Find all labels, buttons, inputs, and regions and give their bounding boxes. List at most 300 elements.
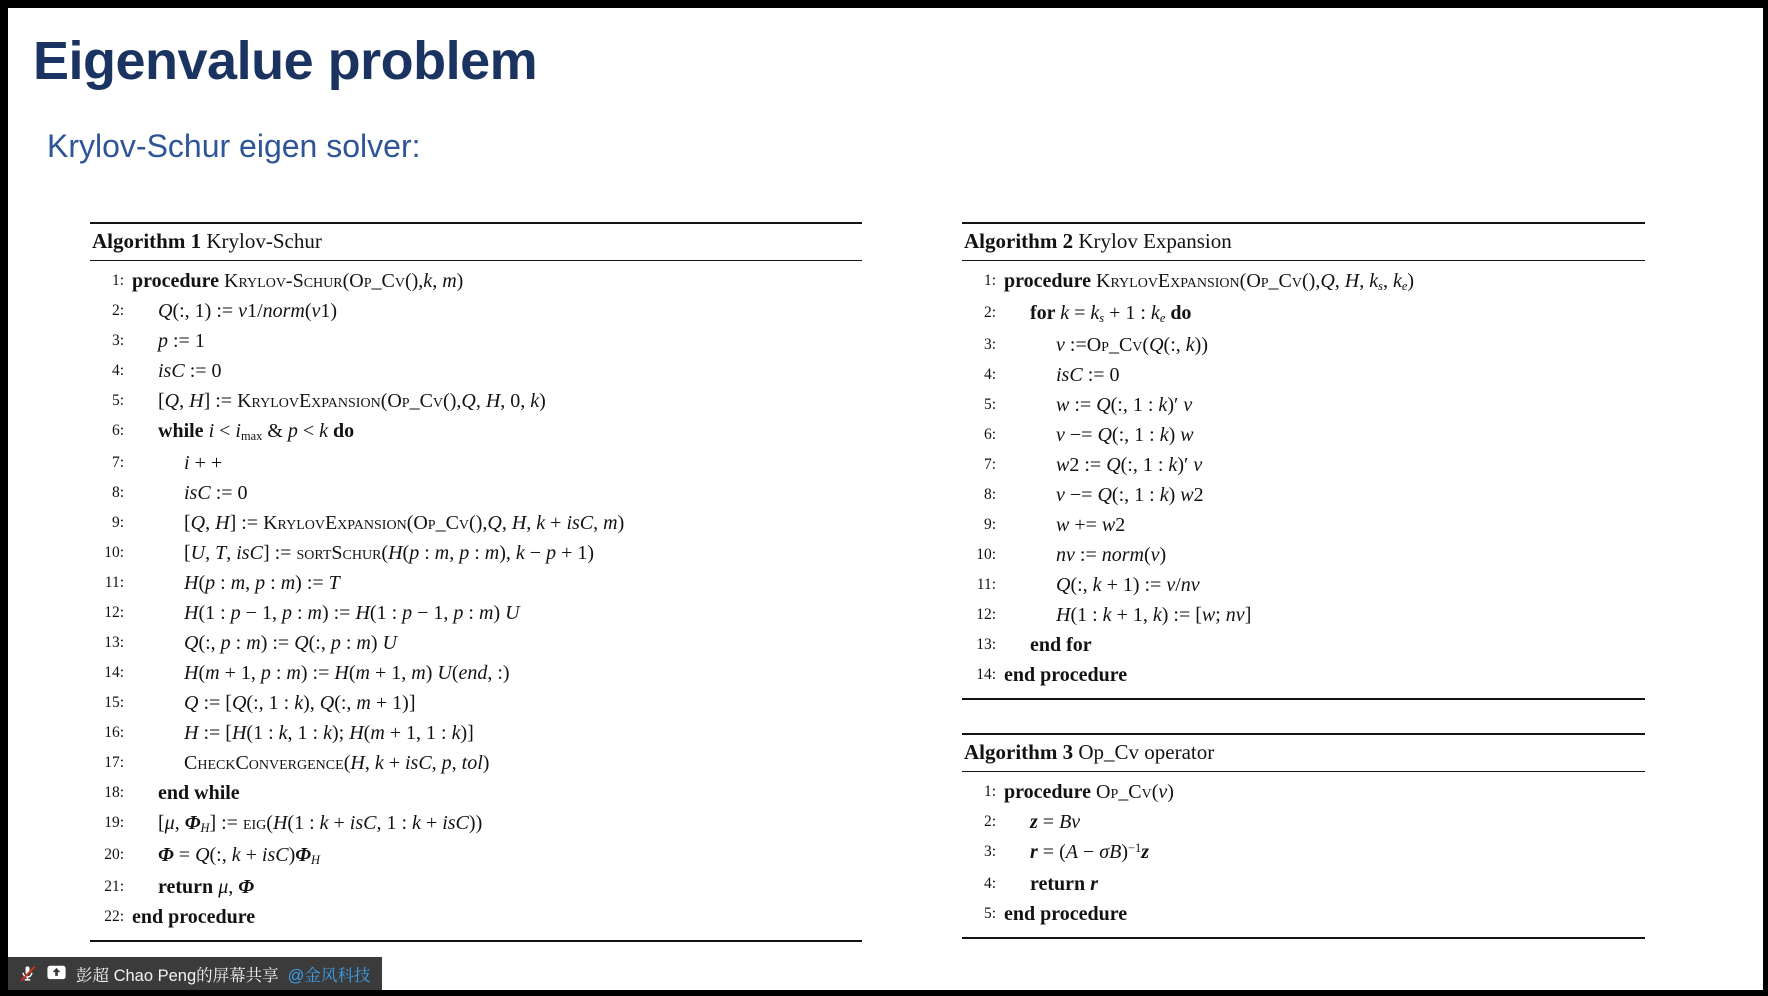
code-segment: )′ — [1167, 394, 1184, 416]
code-segment: 1/ — [247, 300, 263, 322]
algorithm-line — [90, 538, 862, 568]
algorithm-line — [90, 508, 862, 538]
algorithm-box — [90, 222, 862, 942]
code-segment: H — [388, 542, 403, 564]
line-number: 6: — [983, 426, 996, 443]
code-segment: + — [383, 752, 405, 774]
code-segment: −1 — [1128, 840, 1142, 855]
code-segment: T — [328, 572, 340, 594]
code-segment: Q — [190, 512, 206, 534]
code-segment: = ( — [1037, 841, 1066, 863]
code-line-content — [130, 778, 240, 808]
algorithm-line — [962, 837, 1645, 869]
code-segment: e — [1401, 279, 1408, 294]
code-segment: sortSchur — [296, 542, 382, 564]
code-segment: := — [1069, 394, 1097, 416]
code-segment: (1 : — [198, 602, 231, 624]
code-segment: k — [1168, 454, 1178, 476]
line-number: 1: — [983, 783, 996, 800]
code-segment: p — [546, 542, 557, 564]
code-segment: H — [1344, 270, 1360, 292]
code-segment: H — [355, 602, 370, 624]
code-segment: Op_Cv — [349, 270, 405, 292]
line-number: 4: — [111, 362, 124, 379]
line-number: 12: — [976, 606, 996, 623]
code-segment: end procedure — [1004, 664, 1128, 686]
code-segment: k — [536, 512, 546, 534]
code-segment: U — [505, 602, 520, 624]
code-segment: ) — [1168, 484, 1181, 506]
code-segment: , — [179, 390, 190, 412]
code-segment: p — [220, 632, 231, 654]
code-segment: 2 — [1115, 514, 1126, 536]
code-segment: ] := — [209, 812, 243, 834]
code-segment: H — [215, 512, 230, 534]
code-segment: return — [1030, 873, 1091, 895]
code-segment: , — [593, 512, 604, 534]
code-segment: , — [245, 572, 256, 594]
code-line-content — [1002, 807, 1080, 837]
algorithm-line — [962, 510, 1645, 540]
code-segment: Φ — [295, 844, 312, 866]
code-segment: r — [1090, 873, 1098, 895]
code-line-content — [1002, 899, 1127, 929]
line-number: 3: — [983, 843, 996, 860]
algorithm-line — [90, 356, 862, 386]
code-segment: Q — [294, 632, 309, 654]
code-segment: : — [469, 542, 485, 564]
code-segment: m — [280, 572, 296, 594]
code-segment: isC — [349, 812, 377, 834]
code-segment: , — [431, 752, 442, 774]
algorithm-column-left — [90, 222, 862, 942]
code-segment: Φ — [238, 876, 255, 898]
code-line-content — [1002, 330, 1208, 360]
line-number: 2: — [983, 813, 996, 830]
page-subtitle: Krylov-Schur eigen solver: — [47, 128, 421, 164]
code-segment: )) — [1194, 334, 1208, 356]
code-segment: isC — [158, 360, 185, 382]
line-number: 11: — [104, 574, 124, 591]
code-segment: := 1 — [168, 330, 205, 352]
code-segment: , — [174, 812, 185, 834]
algorithm-line — [962, 899, 1645, 929]
code-segment: ( — [380, 390, 388, 412]
code-segment: k — [423, 270, 433, 292]
code-segment: k — [412, 812, 421, 834]
code-segment: k — [1159, 424, 1169, 446]
code-segment: k — [278, 722, 288, 744]
code-segment: norm — [262, 300, 305, 322]
code-segment: p — [402, 602, 413, 624]
line-number: 1: — [111, 272, 124, 289]
algorithm-caption: Op_Cv operator — [1073, 740, 1215, 764]
code-segment: ), — [499, 542, 516, 564]
code-segment: Q — [319, 692, 335, 714]
code-segment: p — [260, 662, 271, 684]
line-number: 21: — [104, 878, 124, 895]
algorithm-line — [90, 326, 862, 356]
code-segment: & — [262, 420, 288, 442]
code-segment: := 0 — [184, 360, 222, 382]
algorithm-line — [90, 872, 862, 902]
code-segment: w — [1101, 514, 1116, 536]
code-segment: p — [230, 602, 241, 624]
code-segment: := — [1074, 544, 1102, 566]
code-segment: )) — [468, 812, 483, 834]
code-segment: (:, — [209, 844, 232, 866]
code-segment: v — [238, 300, 248, 322]
code-segment: i — [184, 452, 190, 474]
code-segment: ) — [288, 844, 296, 866]
code-segment: ), — [303, 692, 320, 714]
code-segment: isC — [404, 752, 432, 774]
code-segment: ( — [406, 512, 414, 534]
code-segment: k — [294, 692, 304, 714]
code-segment: p — [441, 752, 452, 774]
code-segment: Q — [1106, 454, 1121, 476]
algorithm-body — [962, 772, 1645, 939]
code-segment: do — [333, 420, 355, 442]
code-segment: Q — [1096, 394, 1111, 416]
line-number: 10: — [976, 546, 996, 563]
code-line-content — [130, 568, 340, 598]
code-segment: + 1 : — [1104, 302, 1151, 324]
code-segment: m — [246, 632, 261, 654]
code-segment: i — [235, 420, 241, 442]
code-segment: r — [1030, 841, 1038, 863]
code-segment: := 0 — [210, 482, 248, 504]
code-segment: p — [205, 572, 216, 594]
code-segment: (), — [1302, 270, 1321, 292]
line-number: 3: — [111, 332, 124, 349]
code-segment: k — [319, 812, 329, 834]
line-number: 18: — [104, 784, 124, 801]
code-segment: (:, 1 : — [246, 692, 295, 714]
code-line-content — [130, 598, 520, 628]
code-segment: v — [1158, 781, 1168, 803]
code-line-content — [130, 326, 205, 356]
code-segment: , — [364, 752, 375, 774]
code-segment: : — [340, 632, 357, 654]
code-segment: v — [1056, 484, 1065, 506]
algorithm-line — [90, 778, 862, 808]
code-segment: σB — [1099, 841, 1122, 863]
code-segment: for — [1030, 302, 1061, 324]
code-segment: , 1 : — [376, 812, 413, 834]
line-number: 4: — [983, 366, 996, 383]
code-segment: v — [1056, 334, 1065, 356]
code-segment: ) — [1168, 424, 1181, 446]
code-segment: k — [1092, 574, 1102, 596]
code-segment: Q — [1149, 334, 1164, 356]
code-segment: KrylovExpansion — [1096, 270, 1240, 292]
screen-share-icon — [46, 964, 67, 983]
code-segment: H — [350, 752, 365, 774]
code-segment: + 1, — [369, 662, 412, 684]
code-segment: , — [228, 876, 239, 898]
code-segment: : — [291, 602, 308, 624]
code-segment: Op_Cv — [1096, 781, 1152, 803]
code-segment: p — [287, 420, 298, 442]
code-segment: nv — [1056, 544, 1075, 566]
code-segment: k — [1152, 604, 1162, 626]
line-number: 11: — [976, 576, 996, 593]
code-segment: (1 : — [246, 722, 279, 744]
line-number: 7: — [983, 456, 996, 473]
code-segment: = — [173, 844, 196, 866]
code-segment: v — [1166, 574, 1176, 596]
algorithm-label: Algorithm 1 — [92, 229, 202, 253]
code-segment: procedure — [132, 270, 225, 292]
code-segment: isC — [261, 844, 289, 866]
code-segment: , — [475, 390, 486, 412]
line-number: 14: — [976, 666, 996, 683]
code-segment: (:, 1) := — [172, 300, 239, 322]
code-line-content — [130, 296, 337, 326]
code-line-content — [130, 808, 482, 840]
code-line-content — [130, 356, 222, 386]
code-segment: nv — [1180, 574, 1200, 596]
code-segment: ( — [451, 662, 459, 684]
code-segment: + 1) — [556, 542, 595, 564]
algorithm-line — [962, 600, 1645, 630]
algorithm-box — [962, 222, 1645, 700]
algorithm-line — [90, 748, 862, 778]
algorithm-line — [962, 298, 1645, 330]
code-segment: < — [214, 420, 236, 442]
code-segment: (), — [443, 390, 462, 412]
algorithm-header — [962, 735, 1645, 772]
code-segment: U — [190, 542, 206, 564]
code-segment: = — [1037, 811, 1060, 833]
algorithm-line — [90, 658, 862, 688]
code-segment: , — [1382, 270, 1393, 292]
algorithm-line — [90, 386, 862, 416]
screen-share-link[interactable]: @金风科技 — [287, 966, 371, 985]
code-segment: U — [437, 662, 452, 684]
code-segment: ) — [539, 390, 546, 412]
code-segment: H — [1056, 604, 1071, 626]
algorithm-line — [962, 540, 1645, 570]
code-segment: isC — [566, 512, 594, 534]
code-segment: (:, 1 : — [1111, 484, 1160, 506]
code-segment: w — [1201, 604, 1216, 626]
code-segment: Φ — [158, 844, 174, 866]
line-number: 5: — [983, 905, 996, 922]
line-number: 16: — [104, 724, 124, 741]
code-segment: m — [230, 572, 246, 594]
code-segment: , 0, — [500, 390, 531, 412]
algorithm-line — [962, 266, 1645, 298]
code-segment: k — [319, 420, 329, 442]
code-segment: μ — [218, 876, 229, 898]
code-segment: isC — [184, 482, 211, 504]
screen-share-text: 彭超 Chao Peng的屏幕共享 — [76, 966, 279, 985]
code-segment: (1 : — [1070, 604, 1103, 626]
algorithm-line — [962, 869, 1645, 899]
code-segment: (:, — [198, 632, 221, 654]
code-segment: isC — [442, 812, 469, 834]
code-segment: ( — [198, 572, 206, 594]
algorithm-body — [90, 261, 862, 942]
code-segment: Q — [487, 512, 502, 534]
code-segment: k — [1158, 394, 1168, 416]
code-segment: , — [451, 752, 462, 774]
algorithm-line — [90, 266, 862, 296]
code-segment: , — [432, 270, 443, 292]
code-segment: ; — [1215, 604, 1226, 626]
code-line-content — [1002, 540, 1166, 570]
code-segment: p — [330, 632, 341, 654]
page-title: Eigenvalue problem — [33, 31, 538, 91]
line-number: 12: — [104, 604, 124, 621]
line-number: 1: — [983, 272, 996, 289]
code-segment: : — [215, 572, 231, 594]
code-segment: [ — [158, 812, 165, 834]
algorithm-line — [90, 568, 862, 598]
code-segment: ( — [343, 752, 351, 774]
code-segment: − — [524, 542, 547, 564]
code-segment: Op_Cv — [413, 512, 470, 534]
algorithm-line — [90, 688, 862, 718]
algorithm-line — [90, 448, 862, 478]
code-segment: max — [240, 429, 263, 444]
code-segment: H — [184, 722, 199, 744]
code-segment: H — [184, 602, 199, 624]
algorithm-line — [962, 807, 1645, 837]
code-segment: m — [286, 662, 301, 684]
code-segment: , — [1334, 270, 1345, 292]
code-line-content — [130, 538, 594, 568]
code-segment: ] := — [229, 512, 264, 534]
line-number: 9: — [111, 514, 124, 531]
code-segment: m — [356, 632, 371, 654]
code-segment: Q — [1320, 270, 1335, 292]
code-line-content — [1002, 298, 1191, 330]
code-segment: ( — [1151, 781, 1159, 803]
algorithm-body — [962, 261, 1645, 700]
algorithm-label: Algorithm 3 — [964, 740, 1074, 764]
code-segment: KrylovExpansion — [263, 512, 407, 534]
code-segment: while — [158, 420, 209, 442]
code-segment: end while — [158, 782, 240, 804]
code-segment: −= — [1064, 484, 1098, 506]
code-segment: ) — [456, 270, 464, 292]
code-segment: − 1, — [240, 602, 282, 624]
code-segment: 2 — [1193, 484, 1204, 506]
line-number: 8: — [111, 484, 124, 501]
code-segment: ) := — [260, 632, 295, 654]
code-segment: : — [270, 662, 287, 684]
code-segment: (), — [404, 270, 424, 292]
code-segment: (:, — [1163, 334, 1186, 356]
code-segment: end procedure — [1004, 903, 1128, 925]
code-segment: −= — [1064, 424, 1098, 446]
code-segment: procedure — [1004, 270, 1097, 292]
algorithm-line — [962, 630, 1645, 660]
algorithm-line — [90, 478, 862, 508]
code-segment: w — [1056, 454, 1070, 476]
code-line-content — [130, 872, 254, 902]
code-segment: Q — [164, 390, 180, 412]
code-segment: isC — [1056, 364, 1083, 386]
code-segment: m — [355, 662, 370, 684]
line-number: 7: — [111, 454, 124, 471]
code-segment: + 1) := — [1101, 574, 1167, 596]
code-segment: end for — [1030, 634, 1092, 656]
code-segment: , — [1359, 270, 1370, 292]
code-line-content — [1002, 777, 1174, 807]
code-segment: Q — [1097, 484, 1112, 506]
algorithm-line — [962, 450, 1645, 480]
code-segment: H — [334, 662, 349, 684]
algorithm-line — [90, 296, 862, 326]
line-number: 4: — [983, 875, 996, 892]
code-segment: k — [1369, 270, 1379, 292]
code-segment: )] — [460, 722, 474, 744]
code-segment: w — [1056, 514, 1070, 536]
algorithm-caption: Krylov-Schur — [201, 229, 322, 253]
code-segment: k — [323, 722, 332, 744]
code-segment: Q — [195, 844, 210, 866]
code-segment: KrylovExpansion — [237, 390, 381, 412]
code-segment: Krylov-Schur — [224, 270, 343, 292]
code-line-content — [130, 478, 248, 508]
code-segment: , — [226, 542, 237, 564]
code-segment: k — [374, 752, 384, 774]
code-segment: T — [215, 542, 227, 564]
code-segment: , — [449, 542, 460, 564]
screen-share-overlay — [8, 957, 382, 990]
code-segment: / — [1175, 574, 1181, 596]
code-segment: Op_Cv — [387, 390, 444, 412]
code-segment: H — [311, 853, 320, 868]
code-segment: : — [230, 632, 247, 654]
code-segment: (:, — [308, 632, 331, 654]
code-segment: ) := — [321, 602, 356, 624]
code-segment: Bv — [1059, 811, 1081, 833]
code-line-content — [1002, 360, 1120, 390]
code-line-content — [1002, 510, 1125, 540]
code-segment: , 1 : — [287, 722, 324, 744]
line-number: 14: — [104, 664, 124, 681]
code-segment: := — [1064, 334, 1087, 356]
algorithm-line — [962, 480, 1645, 510]
code-segment: H — [349, 722, 364, 744]
code-segment: 1) — [320, 300, 338, 322]
algorithm-line — [90, 416, 862, 448]
algorithm-header — [90, 224, 862, 261]
code-segment: ( — [342, 270, 350, 292]
code-segment: ( — [266, 812, 273, 834]
code-segment: H — [231, 722, 247, 744]
code-segment: H — [485, 390, 501, 412]
code-segment: m — [411, 662, 426, 684]
code-segment: ) — [1121, 841, 1129, 863]
code-segment: return — [158, 876, 219, 898]
code-line-content — [1002, 480, 1204, 510]
code-segment: ( — [1142, 334, 1150, 356]
code-line-content — [130, 628, 397, 658]
algorithm-line — [962, 777, 1645, 807]
code-segment: ) — [493, 602, 506, 624]
code-segment: += — [1069, 514, 1102, 536]
code-segment: Q — [184, 632, 199, 654]
code-segment: k — [530, 390, 540, 412]
code-segment: [ — [184, 542, 191, 564]
code-segment: [ — [184, 512, 191, 534]
